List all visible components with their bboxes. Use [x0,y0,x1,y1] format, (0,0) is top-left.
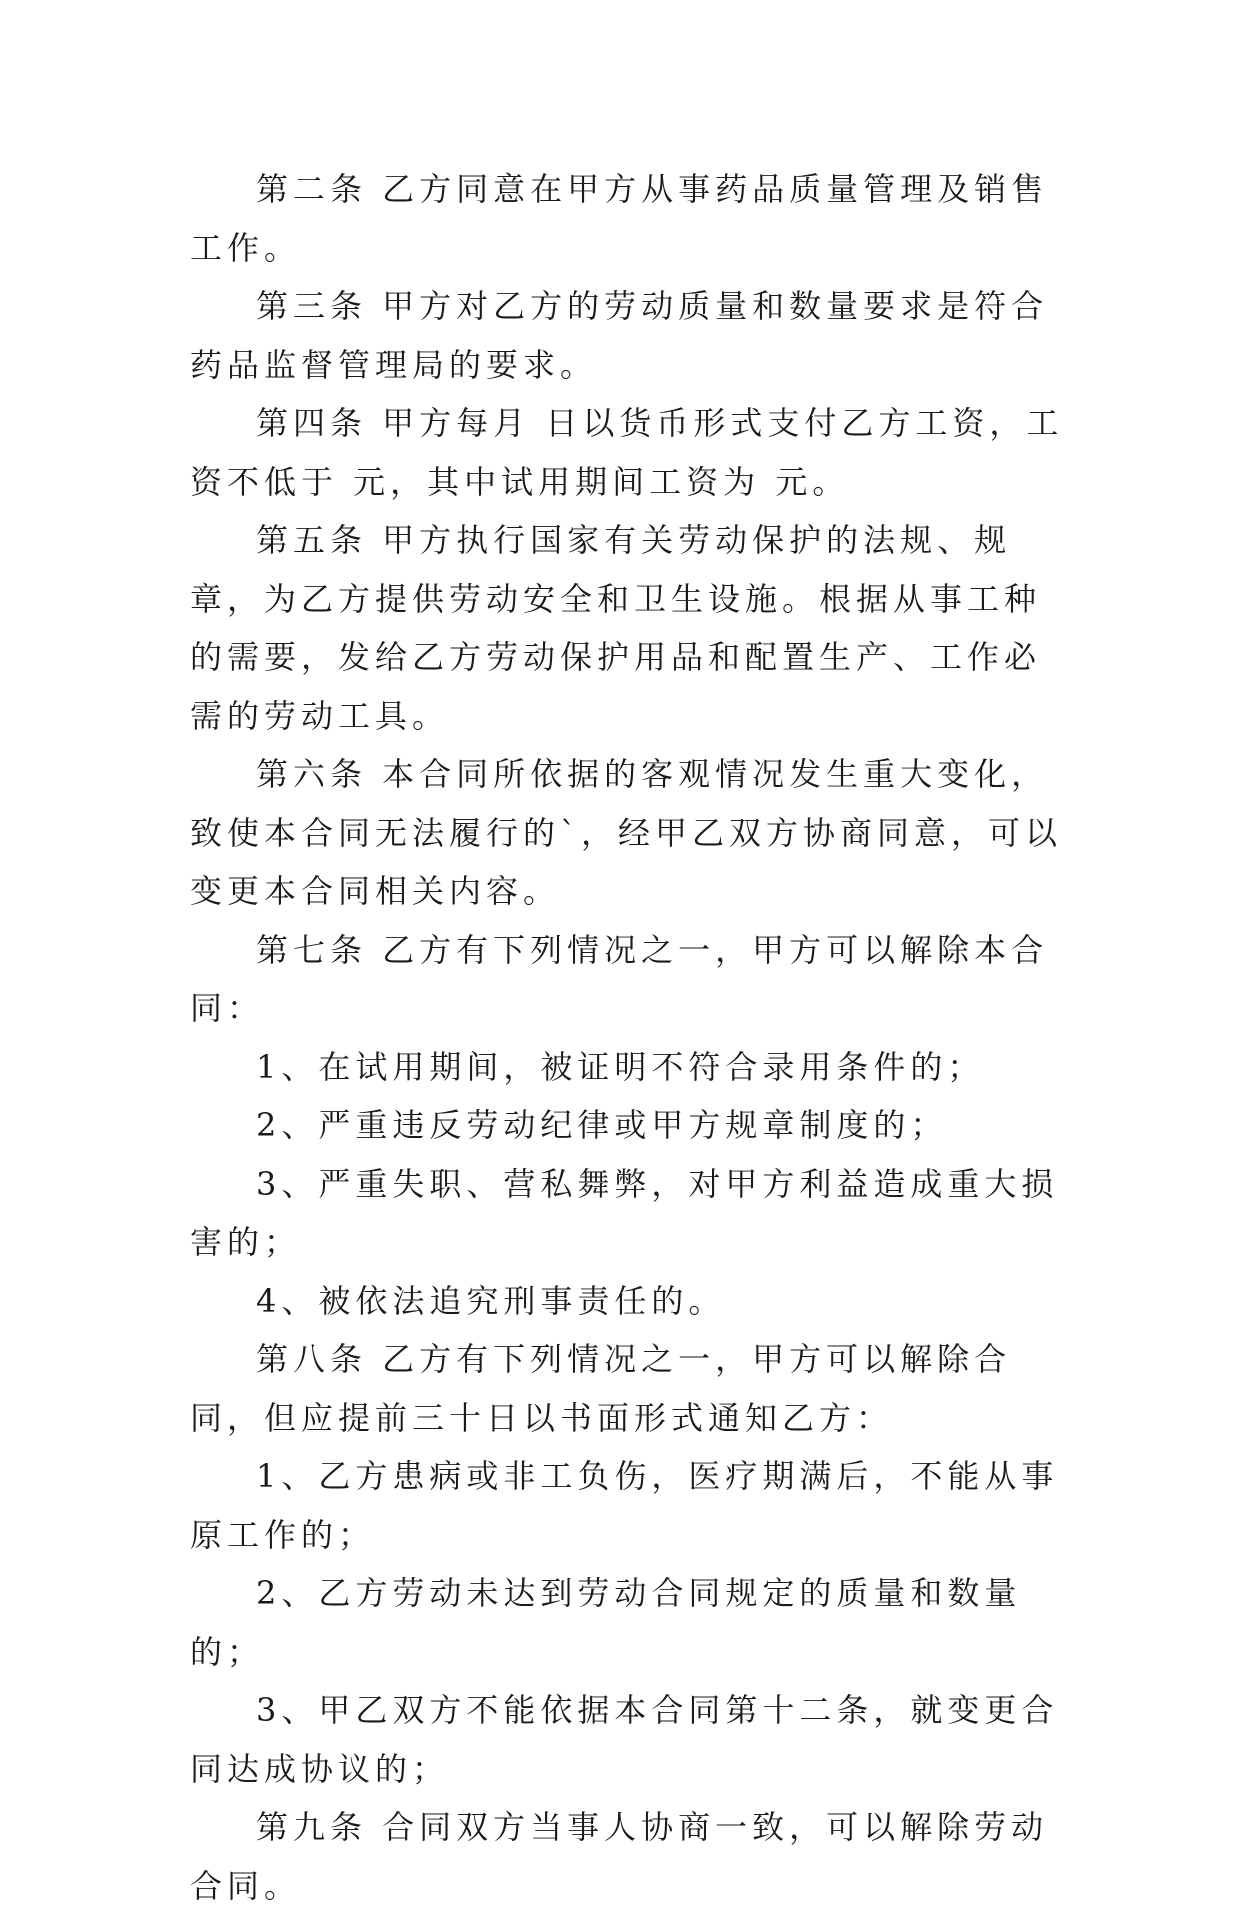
clause-7-item-3: 3、严重失职、营私舞弊，对甲方利益造成重大损害的； [190,1164,1059,1261]
clause-8-paragraph: 第八条 乙方有下列情况之一，甲方可以解除合同，但应提前三十日以书面形式通知乙方： [190,1340,1012,1437]
clause-7-item-2: 2、严重违反劳动纪律或甲方规章制度的； [256,1106,948,1144]
clause-9-paragraph: 第九条 合同双方当事人协商一致，可以解除劳动合同。 [190,1808,1049,1905]
clause-3-paragraph: 第三条 甲方对乙方的劳动质量和数量要求是符合药品监督管理局的要求。 [190,287,1049,384]
clause-2-paragraph: 第二条 乙方同意在甲方从事药品质量管理及销售工作。 [190,170,1049,267]
clause-8-item-1: 1、乙方患病或非工负伤，医疗期满后，不能从事原工作的； [190,1457,1059,1554]
clause-7-item-4: 4、被依法追究刑事责任的。 [256,1281,726,1320]
clause-8-item-3: 3、甲乙双方不能依据本合同第十二条，就变更合同达成协议的； [190,1691,1059,1788]
clause-7-paragraph: 第七条 乙方有下列情况之一，甲方可以解除本合同： [190,930,1049,1027]
clause-5-paragraph: 第五条 甲方执行国家有关劳动保护的法规、规章，为乙方提供劳动安全和卫生设施。根据从事工种的需要，发给乙方劳动保护用品和配置生产、工作必需的劳动工具。 [190,521,1042,735]
clause-6-paragraph: 第六条 本合同所依据的客观情况发生重大变化，致使本合同无法履行的`，经甲乙双方协商同意，可以变更本合同相关内容。 [190,755,1063,910]
clause-8-item-2: 2、乙方劳动未达到劳动合同规定的质量和数量的； [190,1574,1022,1671]
clause-7-item-1: 1、在试用期间，被证明不符合录用条件的； [256,1047,985,1086]
clause-4-paragraph: 第四条 甲方每月 日以货币形式支付乙方工资，工资不低于 元，其中试用期间工资为 元。 [190,404,1064,501]
document-body [190,160,1070,1915]
